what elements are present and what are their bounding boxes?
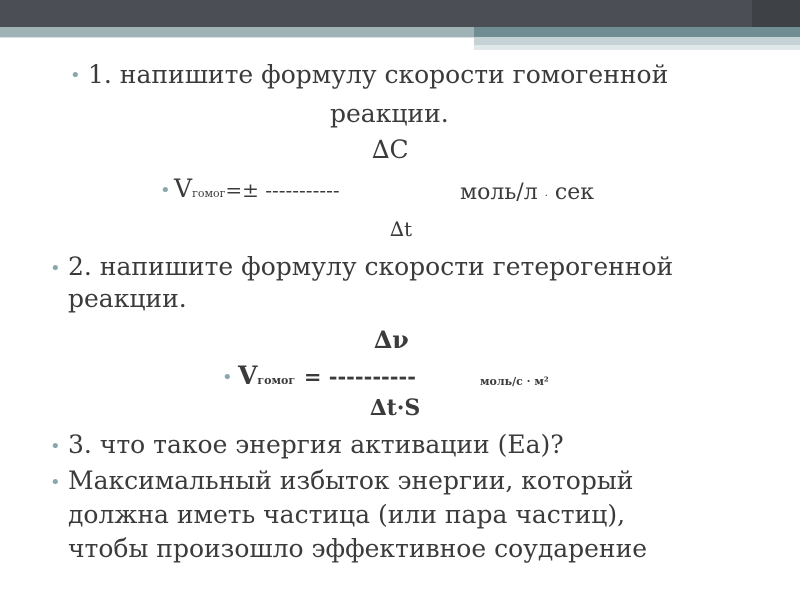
- formula-1-unit-dot: ·: [544, 191, 548, 202]
- header-bar-teal-left: [0, 27, 474, 37]
- answer-3-line-1: Максимальный избыток энергии, который: [68, 466, 634, 495]
- formula-2-unit: моль/с · м²: [480, 375, 549, 388]
- formula-1-unit: [460, 178, 594, 212]
- bullet-icon: •: [50, 258, 61, 279]
- formula-1-numerator: ∆C: [372, 135, 409, 164]
- formula-2-numerator: ∆ν: [374, 325, 409, 354]
- header-bar-dark-edge: [752, 0, 800, 27]
- bullet-icon: •: [70, 65, 81, 86]
- header-bar-lighter: [474, 45, 800, 50]
- formula-2-denominator: ∆t·S: [370, 395, 421, 421]
- bullet-icon: •: [50, 472, 61, 493]
- question-1-line-1: 1. напишите формулу скорости гомогенной: [88, 60, 669, 89]
- answer-3-line-3: чтобы произошло эффективное соударение: [68, 534, 648, 563]
- formula-2-v: V: [238, 361, 258, 390]
- formula-2-row: [238, 361, 416, 396]
- header-thin-line: [0, 37, 474, 38]
- bullet-icon: •: [160, 180, 171, 201]
- formula-1-equals: =± -----------: [225, 178, 340, 202]
- header-bar-teal-right: [474, 27, 800, 37]
- header-bar-light: [474, 37, 800, 45]
- formula-1-row: [174, 174, 340, 209]
- header-bar-dark: [0, 0, 800, 27]
- formula-1-unit-b: сек: [554, 180, 594, 205]
- bullet-icon: •: [50, 436, 61, 457]
- formula-1-v: V: [174, 174, 193, 203]
- question-3: 3. что такое энергия активации (Еа)?: [68, 430, 564, 459]
- answer-3-line-2: должна иметь частица (или пара частиц),: [68, 500, 626, 529]
- question-2-line-2: реакции.: [68, 284, 187, 313]
- formula-1-unit-a: моль/л: [460, 180, 538, 205]
- formula-2-equals: = ----------: [303, 364, 416, 389]
- formula-1-denominator: ∆t: [390, 217, 413, 241]
- question-2-line-1: 2. напишите формулу скорости гетерогенной: [68, 252, 674, 281]
- question-1-line-2: реакции.: [330, 99, 449, 128]
- bullet-icon: •: [222, 367, 233, 388]
- formula-2-subscript: гомог: [257, 374, 296, 387]
- formula-1-subscript: гомог: [192, 187, 226, 200]
